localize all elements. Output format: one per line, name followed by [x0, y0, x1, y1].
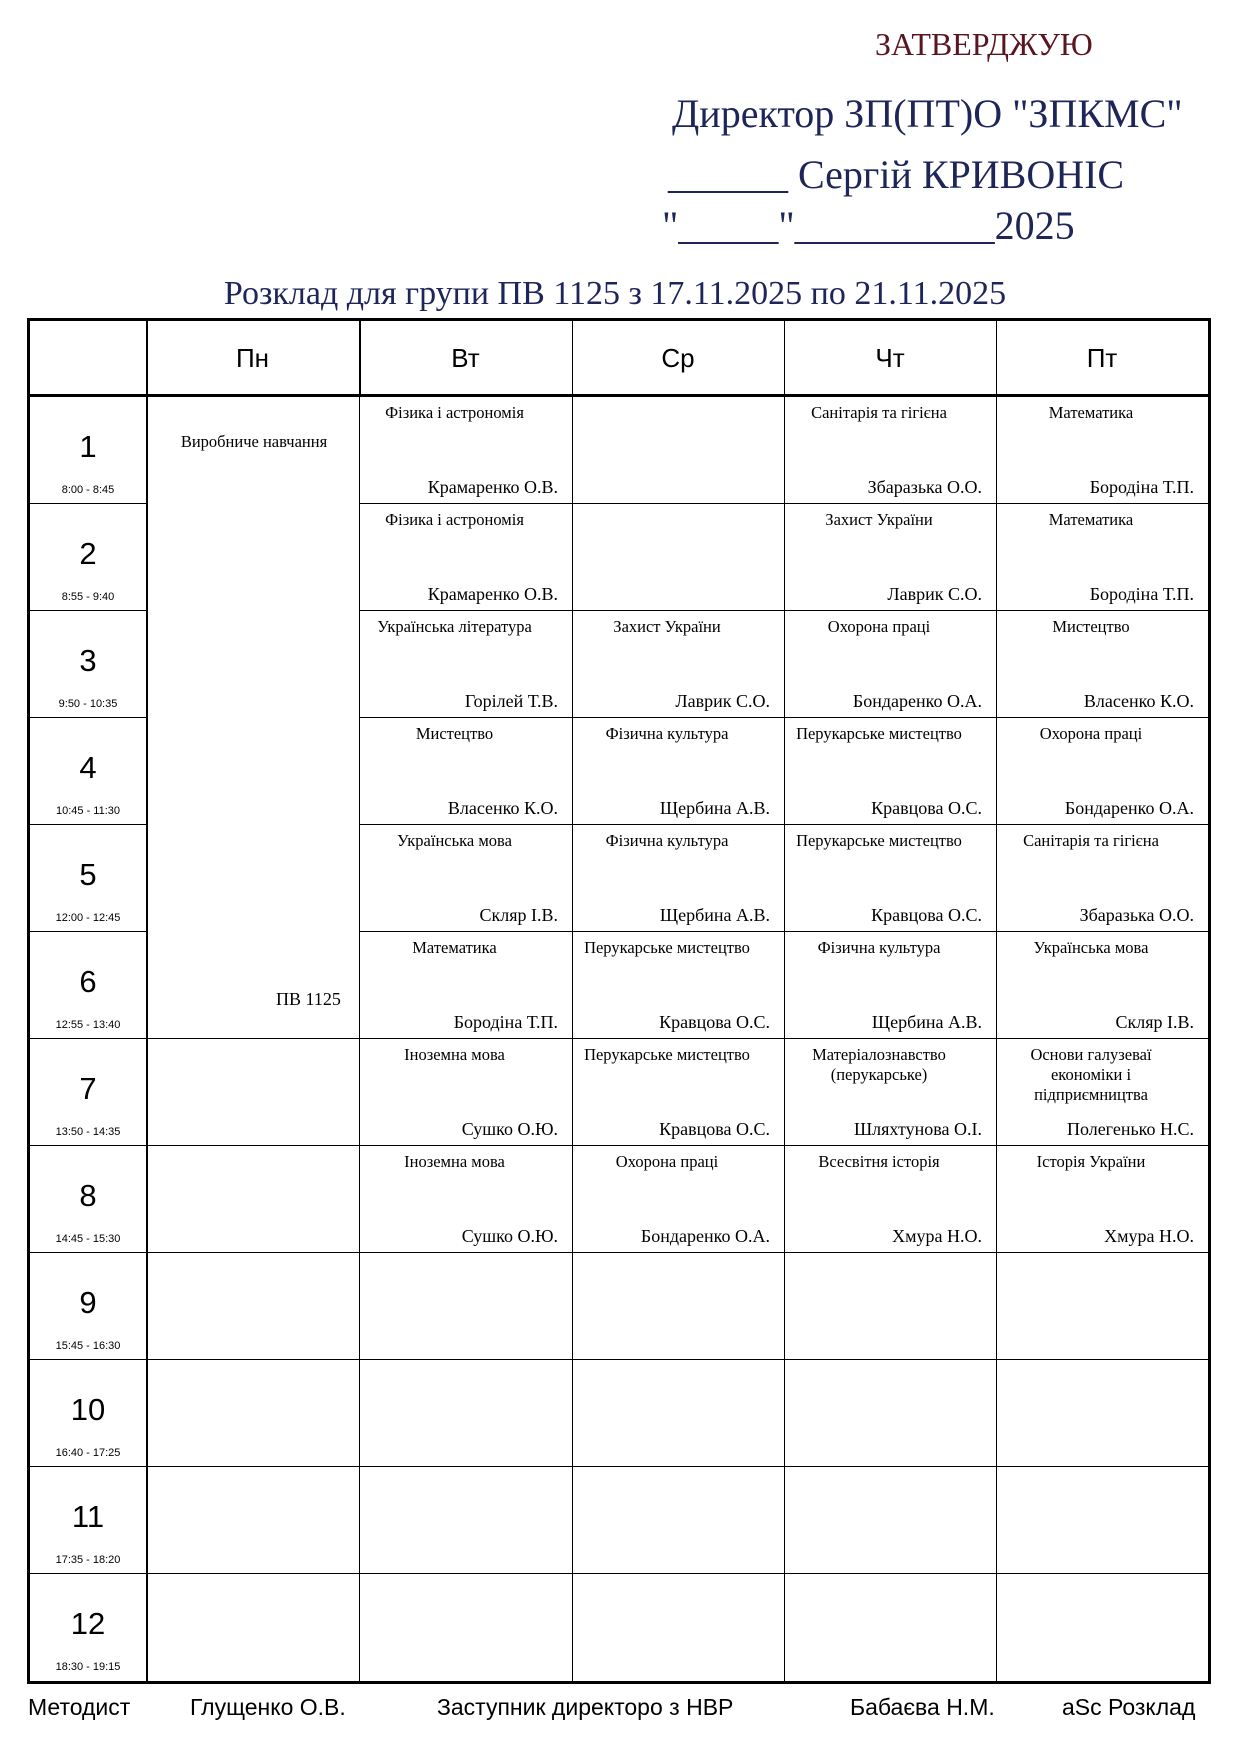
period-time: 17:35 - 18:20 — [55, 1554, 121, 1566]
lesson-subject: Фізична культура — [605, 831, 729, 850]
monday-practice-subject: Виробниче навчання — [180, 432, 328, 451]
period-number: 2 — [79, 536, 97, 571]
period-time: 12:55 - 13:40 — [55, 1019, 121, 1031]
row-divider — [27, 1466, 1208, 1467]
lesson-teacher: Збаразька О.О. — [867, 477, 982, 497]
period-number: 1 — [79, 429, 97, 464]
row-divider — [359, 610, 1208, 611]
lesson-teacher: Лаврик С.О. — [675, 691, 770, 711]
footer-deputy-name: Бабаєва Н.М. — [850, 1694, 995, 1720]
row-divider — [359, 503, 1208, 504]
row-divider — [359, 717, 1208, 718]
footer-methodist-label: Методист — [28, 1694, 131, 1720]
period-row-divider — [27, 610, 146, 611]
row-divider — [27, 1252, 1208, 1253]
period-time: 14:45 - 15:30 — [55, 1233, 121, 1245]
lesson-subject: Перукарське мистецтво — [796, 831, 962, 850]
day-header-3: Ср — [661, 343, 695, 373]
lesson-subject: Математика — [412, 938, 497, 957]
row-divider — [359, 931, 1208, 932]
row-divider — [27, 1145, 1208, 1146]
column-divider — [784, 318, 785, 1681]
period-row-divider — [27, 717, 146, 718]
lesson-teacher: Сушко О.Ю. — [461, 1226, 558, 1246]
approval-date-line: "_____"__________2025 — [662, 203, 1075, 248]
lesson-teacher: Шляхтунова О.І. — [854, 1119, 982, 1139]
day-header-4: Чт — [875, 343, 905, 373]
lesson-subject: Українська мова — [1033, 938, 1149, 957]
lesson-subject: Матеріалознавство (перукарське) — [812, 1045, 946, 1084]
lesson-teacher: Крамаренко О.В. — [427, 584, 558, 604]
lesson-teacher: Кравцова О.С. — [659, 1012, 770, 1032]
lesson-subject: Захист України — [613, 617, 721, 636]
footer-software: aSc Розклад — [1062, 1694, 1196, 1720]
lesson-teacher: Бондаренко О.А. — [1064, 798, 1194, 818]
lesson-subject: Математика — [1048, 510, 1134, 529]
period-number: 11 — [71, 1499, 105, 1534]
day-header-2: Вт — [451, 343, 480, 373]
lesson-subject: Іноземна мова — [404, 1152, 505, 1171]
period-row-divider — [27, 824, 146, 825]
period-number: 9 — [79, 1285, 97, 1320]
lesson-subject: Фізична культура — [817, 938, 941, 957]
column-divider — [996, 318, 997, 1681]
column-divider — [146, 318, 148, 1681]
lesson-subject: Українська література — [377, 617, 532, 636]
lesson-subject: Перукарське мистецтво — [796, 724, 962, 743]
row-divider — [27, 1038, 1208, 1039]
period-number: 10 — [70, 1392, 106, 1427]
lesson-subject: Фізика і астрономія — [385, 510, 524, 529]
lesson-subject: Мистецтво — [1052, 617, 1130, 636]
lesson-teacher: Кравцова О.С. — [659, 1119, 770, 1139]
period-time: 9:50 - 10:35 — [58, 698, 118, 710]
lesson-teacher: Бородіна Т.П. — [1089, 584, 1194, 604]
period-number: 6 — [79, 964, 97, 999]
lesson-teacher: Крамаренко О.В. — [427, 477, 558, 497]
lesson-subject: Санітарія та гігієна — [811, 403, 947, 422]
lesson-subject: Фізична культура — [605, 724, 729, 743]
lesson-teacher: Сушко О.Ю. — [461, 1119, 558, 1139]
lesson-teacher: Горілей Т.В. — [464, 691, 558, 711]
row-divider — [27, 1573, 1208, 1574]
lesson-subject: Іноземна мова — [404, 1045, 505, 1064]
lesson-teacher: Бондаренко О.А. — [640, 1226, 770, 1246]
director-signature-line: ______ Сергій КРИВОНІС — [668, 152, 1125, 197]
lesson-subject: Захист України — [825, 510, 933, 529]
lesson-subject: Охорона праці — [615, 1152, 719, 1171]
period-number: 3 — [79, 643, 97, 678]
lesson-subject: Санітарія та гігієна — [1023, 831, 1159, 850]
lesson-teacher: Полегенько Н.С. — [1066, 1119, 1194, 1139]
period-time: 8:55 - 9:40 — [61, 591, 115, 603]
lesson-teacher: Скляр І.В. — [1115, 1012, 1194, 1032]
lesson-teacher: Хмура Н.О. — [892, 1226, 982, 1246]
day-header-1: Пн — [235, 343, 270, 373]
lesson-subject: Математика — [1048, 403, 1134, 422]
lesson-subject: Охорона праці — [1039, 724, 1143, 743]
period-time: 16:40 - 17:25 — [55, 1447, 121, 1459]
lesson-subject: Фізика і астрономія — [385, 403, 524, 422]
footer-methodist-name: Глущенко О.В. — [190, 1694, 346, 1720]
lesson-teacher: Кравцова О.С. — [871, 798, 982, 818]
period-row-divider — [27, 931, 146, 932]
lesson-subject: Перукарське мистецтво — [584, 938, 750, 957]
director-title: Директор ЗП(ПТ)О "ЗПКМС" — [672, 91, 1183, 136]
lesson-subject: Охорона праці — [827, 617, 931, 636]
period-time: 13:50 - 14:35 — [55, 1126, 121, 1138]
lesson-teacher: Кравцова О.С. — [871, 905, 982, 925]
lesson-subject: Українська мова — [397, 831, 512, 850]
period-time: 12:00 - 12:45 — [55, 912, 121, 924]
lesson-subject: Мистецтво — [415, 724, 494, 743]
monday-practice-group: ПВ 1125 — [276, 989, 341, 1009]
footer-deputy-label: Заступник директоро з НВР — [437, 1694, 734, 1720]
lesson-teacher: Щербина А.В. — [659, 905, 770, 925]
grid-border-bottom — [27, 1681, 1211, 1684]
day-header-5: Пт — [1086, 343, 1118, 373]
period-number: 4 — [79, 750, 97, 785]
lesson-teacher: Власенко К.О. — [1083, 691, 1194, 711]
period-number: 8 — [79, 1178, 97, 1213]
lesson-teacher: Лаврик С.О. — [887, 584, 982, 604]
period-time: 10:45 - 11:30 — [55, 805, 120, 817]
lesson-teacher: Збаразька О.О. — [1079, 905, 1194, 925]
column-divider — [572, 318, 573, 1681]
header-divider — [27, 394, 1211, 397]
column-divider — [359, 318, 360, 1681]
lesson-teacher: Бондаренко О.А. — [852, 691, 982, 711]
period-number: 7 — [79, 1071, 97, 1106]
grid-border-right — [1208, 318, 1211, 1684]
period-row-divider — [27, 503, 146, 504]
lesson-teacher: Скляр І.В. — [479, 905, 558, 925]
period-time: 15:45 - 16:30 — [55, 1340, 121, 1352]
period-number: 5 — [79, 857, 97, 892]
lesson-teacher: Щербина А.В. — [871, 1012, 982, 1032]
lesson-subject: Перукарське мистецтво — [584, 1045, 750, 1064]
period-time: 18:30 - 19:15 — [55, 1661, 121, 1673]
lesson-teacher: Бородіна Т.П. — [453, 1012, 558, 1032]
lesson-teacher: Власенко К.О. — [447, 798, 558, 818]
row-divider — [359, 824, 1208, 825]
lesson-teacher: Хмура Н.О. — [1104, 1226, 1194, 1246]
period-number: 12 — [70, 1606, 106, 1641]
grid-border-left — [27, 318, 30, 1684]
grid-border-top — [27, 318, 1211, 321]
lesson-subject: Всесвітня історія — [818, 1152, 940, 1171]
lesson-subject: Основи галузеваї економіки і підприємництва — [1030, 1045, 1152, 1104]
lesson-teacher: Бородіна Т.П. — [1089, 477, 1194, 497]
approval-stamp: ЗАТВЕРДЖУЮ — [875, 26, 1093, 62]
lesson-teacher: Щербина А.В. — [659, 798, 770, 818]
page-title: Розклад для групи ПВ 1125 з 17.11.2025 по 21.11.2025 — [223, 275, 1007, 312]
lesson-subject: Історія України — [1036, 1152, 1146, 1171]
period-time: 8:00 - 8:45 — [61, 484, 115, 496]
row-divider — [27, 1359, 1208, 1360]
